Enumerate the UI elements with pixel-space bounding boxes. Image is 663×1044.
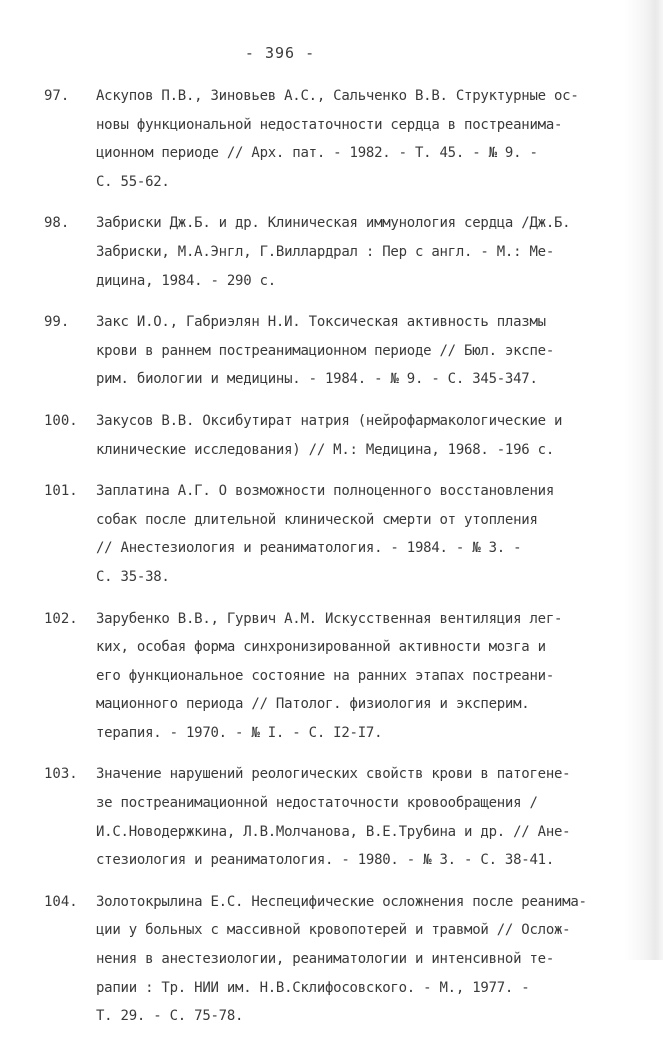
reference-line: ционном периоде // Арх. пат. - 1982. - Т. 45. - № 9. - [96, 145, 538, 162]
reference-line: рапии : Тр. НИИ им. Н.В.Склифосовского. - М., 1977. - [96, 979, 530, 996]
reference-line: нения в анестезиологии, реаниматологии и интенсивной те- [96, 951, 555, 968]
reference-item [44, 605, 604, 748]
reference-item [44, 209, 604, 295]
reference-line: ции у больных с массивной кровопотерей и травмой // Ослож- [96, 922, 571, 939]
reference-line: Заплатина А.Г. О возможности полноценного восстановления [96, 483, 555, 500]
page-edge-shadow [625, 0, 663, 960]
reference-text [96, 308, 604, 394]
reference-line: клинические исследования) // М.: Медицина, 1968. -196 с. [96, 441, 555, 458]
reference-line: Зарубенко В.В., Гурвич А.М. Искусственная вентиляция лег- [96, 610, 563, 627]
reference-line: Золотокрылина Е.С. Неспецифические осложнения после реанима- [96, 893, 587, 910]
reference-item [44, 477, 604, 591]
reference-item [44, 82, 604, 196]
reference-line: дицина, 1984. - 290 с. [96, 272, 276, 289]
reference-line: собак после длительной клинической смерти от утопления [96, 511, 538, 528]
reference-item [44, 888, 604, 1031]
reference-item [44, 760, 604, 874]
reference-line: ких, особая форма синхронизированной активности мозга и [96, 639, 546, 656]
page-number: - 396 - [244, 44, 316, 62]
reference-number: 98. [44, 215, 70, 232]
reference-line: стезиология и реаниматология. - 1980. - № 3. - С. 38-41. [96, 852, 555, 869]
reference-number: 102. [44, 610, 78, 627]
reference-line: Закусов В.В. Оксибутират натрия (нейрофармакологические и [96, 412, 563, 429]
reference-number: 103. [44, 766, 78, 783]
reference-line: Забриски Дж.Б. и др. Клиническая иммунология сердца /Дж.Б. [96, 215, 571, 232]
reference-text [96, 209, 604, 295]
reference-text [96, 760, 604, 874]
reference-line: // Анестезиология и реаниматология. - 1984. - № 3. - [96, 540, 522, 557]
reference-line: Т. 29. - С. 75-78. [96, 1008, 244, 1025]
reference-text [96, 477, 604, 591]
reference-item [44, 407, 604, 464]
reference-number: 101. [44, 483, 78, 500]
reference-item [44, 308, 604, 394]
reference-text [96, 82, 604, 196]
reference-line: Закс И.О., Габриэлян Н.И. Токсическая активность плазмы [96, 314, 546, 331]
reference-text [96, 407, 604, 464]
reference-number: 99. [44, 314, 70, 331]
reference-line: Аскупов П.В., Зиновьев А.С., Сальченко В.В. Структурные ос- [96, 88, 579, 104]
reference-line: его функциональное состояние на ранних этапах постреани- [96, 667, 555, 684]
reference-line: крови в раннем постреанимационном периоде // Бюл. экспе- [96, 342, 555, 359]
reference-line: новы функциональной недостаточности сердца в постреанима- [96, 116, 563, 133]
reference-text [96, 605, 604, 748]
reference-line: мационного периода // Патолог. физиология и эксперим. [96, 696, 530, 713]
reference-line: С. 35-38. [96, 568, 170, 585]
reference-text [96, 888, 604, 1031]
reference-list [44, 82, 604, 1044]
reference-number: 104. [44, 893, 78, 910]
reference-line: зе постреанимационной недостаточности кровообращения / [96, 795, 538, 812]
reference-line: терапия. - 1970. - № I. - С. I2-I7. [96, 724, 383, 741]
reference-line: Значение нарушений реологических свойств крови в патогене- [96, 766, 571, 783]
reference-number: 97. [44, 88, 70, 104]
reference-line: рим. биологии и медицины. - 1984. - № 9. - С. 345-347. [96, 371, 538, 388]
reference-line: Забриски, М.А.Энгл, Г.Виллардрал : Пер с англ. - М.: Ме- [96, 243, 555, 260]
reference-line: С. 55-62. [96, 173, 170, 190]
reference-number: 100. [44, 412, 78, 429]
reference-line: И.С.Новодержкина, Л.В.Молчанова, В.Е.Трубина и др. // Ане- [96, 823, 571, 840]
